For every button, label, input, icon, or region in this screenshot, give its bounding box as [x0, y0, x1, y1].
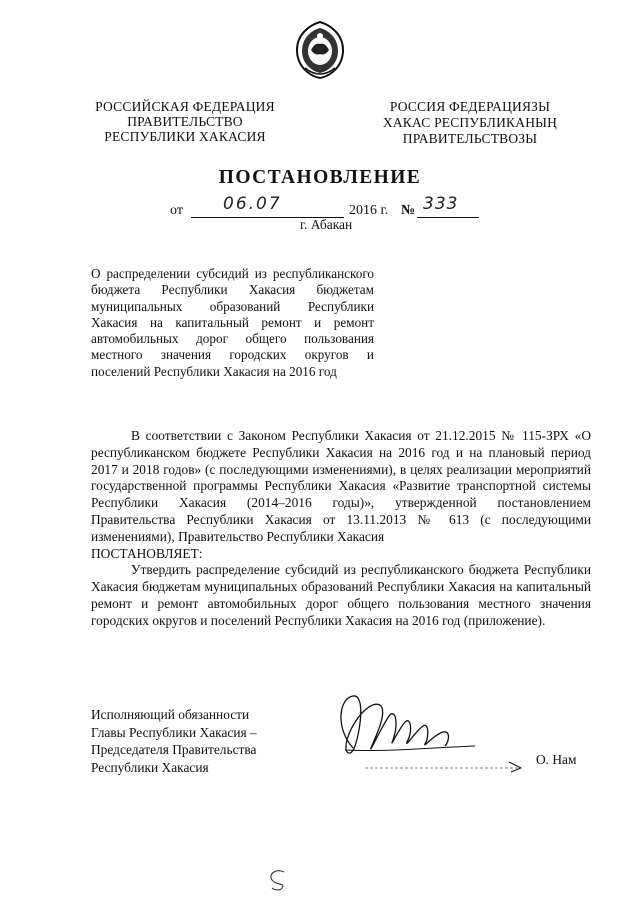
document-year: 2016 г. — [349, 203, 389, 218]
date-prefix: от — [170, 203, 183, 218]
header-right-line-3: ПРАВИТЕЛЬСТВОЗЫ — [402, 131, 538, 146]
handwritten-number: 333 — [423, 194, 459, 214]
header-left-line-3: РЕСПУБЛИКИ ХАКАСИЯ — [104, 129, 266, 144]
header-right — [370, 99, 570, 147]
handwritten-signature — [325, 688, 525, 774]
body-paragraph-2: Утвердить распределение субсидий из республиканского бюджета Республики Хакасия бюджетам муниципальных образований Республики Хакасия на капитальный ремонт и ремонт автомобильных дорог общего пользования местного значения городских округов и поселений Республики Хакасия на 2016 год (приложение). — [91, 562, 591, 628]
signatory-line-2: Главы Республики Хакасия – — [91, 724, 257, 740]
decree-word: ПОСТАНОВЛЯЕТ: — [91, 545, 203, 561]
number-sign: № — [401, 203, 416, 218]
signatory-name: О. Нам — [536, 752, 577, 767]
document-city: г. Абакан — [300, 217, 353, 232]
header-right-line-2: ХАКАС РЕСПУБЛИКАНЫҢ — [382, 115, 558, 130]
header-left — [80, 99, 290, 144]
signatory-line-1: Исполняющий обязанности — [91, 707, 250, 722]
header-left-line-2: ПРАВИТЕЛЬСТВО — [127, 114, 243, 129]
number-underline — [417, 217, 479, 218]
handwritten-date: 06.07 — [223, 194, 282, 214]
document-title: ПОСТАНОВЛЕНИЕ — [218, 167, 422, 188]
document-body — [91, 428, 591, 630]
signatory-position — [91, 706, 311, 776]
header-right-line-1: РОССИЯ ФЕДЕРАЦИЯЗЫ — [389, 99, 551, 114]
signatory-line-3: Председателя Правительства — [91, 742, 257, 757]
header-left-line-1: РОССИЙСКАЯ ФЕДЕРАЦИЯ — [95, 99, 275, 114]
body-paragraph-1: В соответствии с Законом Республики Хакасия от 21.12.2015 № 115-ЗРХ «О республиканском бюджете Республики Хакасия на 2016 год и на плановый период 2017 и 2018 годов» (с последующими изменениями), в целях реализации мероприятий государственной программы Республики Хакасия «Развитие транспортной системы Республики Хакасия (2014–2016 годы)», утвержденной постановлением Правительства Республики Хакасия от 13.11.2013 № 613 (с последующими изменениями), Правительство Республики Хакасия — [91, 428, 591, 544]
handwritten-mark — [264, 866, 294, 892]
signatory-line-4: Республики Хакасия — [91, 759, 209, 775]
document-subject: О распределении субсидий из республиканского бюджета Республики Хакасия бюджетам муниципальных образований Республики Хакасия на капитальный ремонт и ремонт автомобильных дорог общего пользования местного значения городских округов и поселений Республики Хакасия на 2016 год — [91, 266, 374, 379]
coat-of-arms-emblem — [293, 20, 347, 80]
